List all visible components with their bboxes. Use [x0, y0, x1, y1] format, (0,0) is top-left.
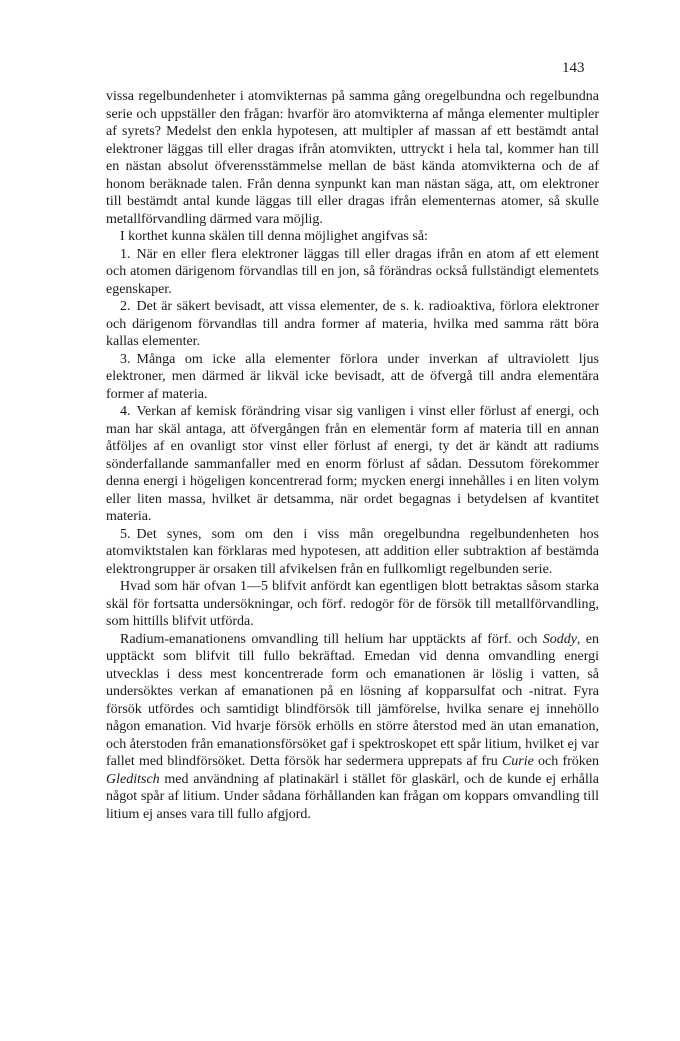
author-name-curie: Curie [501, 754, 534, 769]
body-text [106, 88, 599, 823]
list-number: 5. [120, 526, 131, 542]
list-text: Det synes, som om den i viss mån oregelbundna regelbundenheten hos atomviktstalen kan förklaras med hypotesen, att addition eller subtraktion af bestämda elektrongrupper är orsaken till afvikelsen från en fullkomligt regelbunden serie. [106, 526, 599, 577]
author-name-soddy: Soddy [542, 631, 577, 647]
list-text: När en eller flera elektroner läggas till eller dragas ifrån en atom af ett element och atomen därigenom förvandlas till en jon, så förändras också fullständigt elementets egenskaper. [106, 246, 599, 297]
text-run: med användning af platinakärl i stället för glaskärl, och de kunde ej erhålla något spår af litium. Under sådana förhållanden kan frågan om koppars omvandling till litium ej anses vara till fullo afgjord. [106, 771, 599, 822]
list-text: Verkan af kemisk förändring visar sig vanligen i vinst eller förlust af energi, och man har skäl antaga, att öfvergången från en elementär form af materia till en annan åtföljes af en ovanligt stor vinst eller förlust af energi, ty det är kändt att radiums sönderfallande sammanfaller med en enorm förlust af sådan. Dessutom förekommer denna energi i högeligen koncentrerad form; mycken energi innehålles i en liten volym eller liten massa, hvilket är detsamma, när ordet begagnas i betydelsen af kvantitet materia. [106, 404, 599, 524]
text-run: och fröken [533, 754, 599, 769]
text-run: Radium-emanationens omvandling till helium har upptäckts af förf. och [120, 631, 543, 647]
paragraph-continuation: vissa regelbundenheter i atomvikternas på samma gång oregelbundna och regelbundna serie och uppställer den frågan: hvarför äro atomvikterna af många elementer multipler af syrets? Medelst den enkla hypotesen, att multipler af massan af ett bestämdt antal elektroner läggas till eller dragas ifrån atomvikten, uttryckt i hela tal, kommer han till en nästan absolut öfverensstämmelse mellan de bäst kända atomvikterna och de af honom beräknade talen. Från denna synpunkt kan man nästan säga, att, om elektroner till bestämdt antal kunde läggas till eller dragas ifrån elementernas atomer, så skulle metallförvandling därmed vara möjlig. [106, 89, 599, 227]
list-number: 4. [120, 404, 131, 419]
author-name-gleditsch: Gleditsch [106, 771, 160, 787]
page-number: 143 [562, 60, 585, 76]
paragraph-intro-list: I korthet kunna skälen till denna möjlighet angifvas så: [120, 229, 428, 244]
paragraph-summary: Hvad som här ofvan 1—5 blifvit anfördt kan egentligen blott betraktas såsom starka skäl för fortsatta undersökningar, och förf. redogör för de försök till metallförvandling, som hittills blifvit utförda. [106, 579, 599, 629]
paragraph-radium-emanation [106, 631, 599, 824]
list-item-2 [106, 298, 599, 351]
text-run: , en upptäckt som blifvit till fullo bekräftad. Emedan vid denna omvandling energi utvecklas i dess mest koncentrerade form och emanationen är löslig i vatten, så undersöktes verkan af emanationen på en lösning af kopparsulfat och -nitrat. Fyra försök utfördes och samtidigt blindförsök till jämförelse, hvilka senare ej innehöllo någon emanation. Vid hvarje försök erhölls en större återstod med än utan emanation, och återstoden från emanationsförsöket gaf i spektroskopet ett spår litium, hvilket ej var fallet med blindförsöket. Detta försök har sedermera upprepats af fru [106, 631, 600, 769]
list-number: 3. [120, 351, 131, 367]
list-number: 2. [120, 299, 131, 314]
list-item-3 [106, 351, 599, 404]
list-number: 1. [120, 246, 131, 262]
list-text: Många om icke alla elementer förlora under inverkan af ultraviolett ljus elektroner, men därmed är likväl icke bevisadt, att de öfvergå till andra elementära former af materia. [106, 351, 599, 402]
list-item-1 [106, 246, 599, 299]
list-item-4 [106, 403, 599, 526]
list-item-5 [106, 526, 599, 579]
list-text: Det är säkert bevisadt, att vissa elementer, de s. k. radioaktiva, förlora elektroner och därigenom förvandlas till andra former af materia, hvilka med samma rätt böra kallas elementer. [106, 299, 599, 349]
